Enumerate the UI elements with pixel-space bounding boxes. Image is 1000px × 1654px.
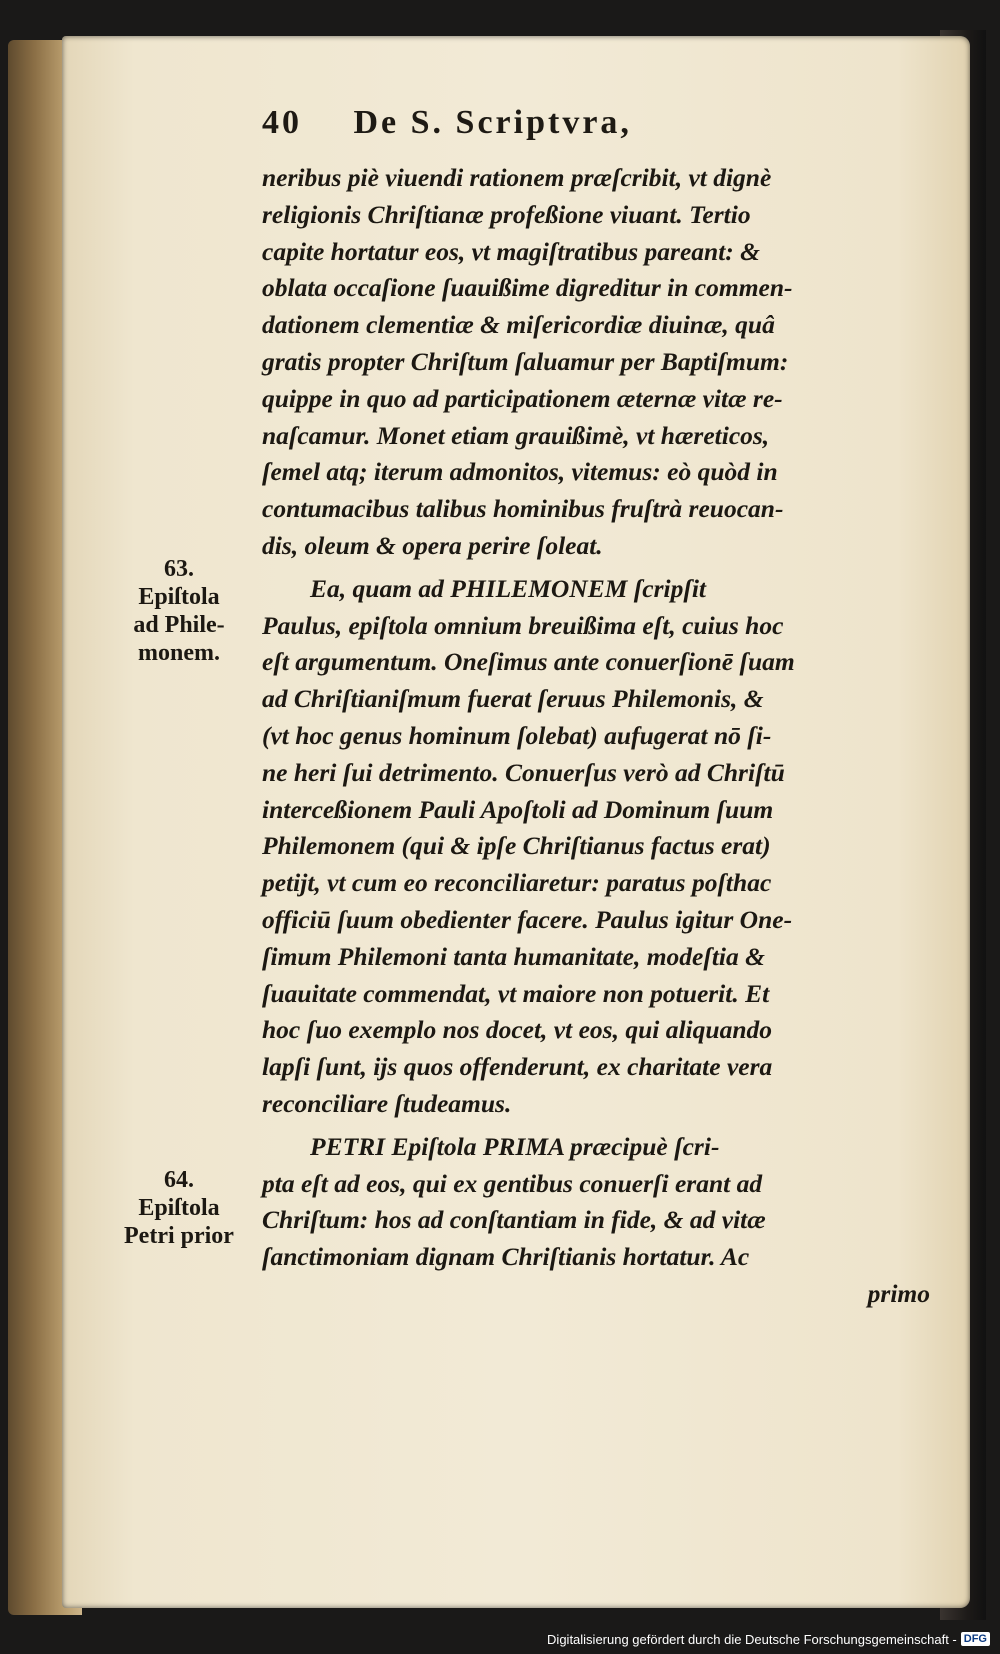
paragraph-2 xyxy=(262,571,930,1123)
running-title: De S. Scriptvra, xyxy=(353,104,632,141)
text-line: hoc ſuo exemplo nos docet, vt eos, qui aliquando xyxy=(262,1015,772,1045)
margin-note-line: Epiſtola xyxy=(138,584,220,610)
text-line: capite hortatur eos, vt magiſtratibus pareant: & xyxy=(262,236,760,266)
text-line: Philemonem (qui & ipſe Chriſtianus factus erat) xyxy=(262,831,771,861)
text-line: Paulus, epiſtola omnium breuißima eſt, cuius hoc xyxy=(262,610,784,640)
text-line: dationem clementiæ & miſericordiæ diuinæ, quâ xyxy=(262,310,775,340)
text-line: ſemel atq; iterum admonitos, vitemus: eò quòd in xyxy=(262,457,778,487)
text-line: ſuauitate commendat, vt maiore non potuerit. Et xyxy=(262,978,770,1008)
margin-note-number: 63. xyxy=(164,556,194,582)
margin-note-line: ad Phile- xyxy=(133,612,225,638)
margin-note-number: 64. xyxy=(164,1167,194,1193)
text-line: (vt hoc genus hominum ſolebat) aufugerat nō ſi- xyxy=(262,720,772,750)
text-line: ſanctimoniam dignam Chriſtianis hortatur. Ac xyxy=(262,1242,750,1272)
text-line: naſcamur. Monet etiam grauißimè, vt hæreticos, xyxy=(262,420,770,450)
text-line: interceßionem Pauli Apoſtoli ad Dominum ſuum xyxy=(262,794,774,824)
margin-note-63 xyxy=(104,555,254,667)
text-line: petijt, vt cum eo reconciliaretur: paratus poſthac xyxy=(262,868,772,898)
paragraph-1 xyxy=(262,160,930,565)
digitization-footer xyxy=(547,1630,990,1648)
body-text xyxy=(262,160,930,1313)
text-line: lapſi ſunt, ijs quos offenderunt, ex charitate vera xyxy=(262,1052,773,1082)
paragraph-3 xyxy=(262,1129,930,1313)
margin-note-line: monem. xyxy=(138,640,220,666)
text-line: Ea, quam ad PHILEMONEM ſcripſit xyxy=(310,573,706,603)
text-line: oblata occaſione ſuauißime digreditur in commen- xyxy=(262,273,793,303)
footer-text: Digitalisierung gefördert durch die Deutsche Forschungsgemeinschaft - xyxy=(547,1631,957,1647)
text-line: eſt argumentum. Oneſimus ante conuerſionē ſuam xyxy=(262,647,795,677)
text-line: dis, oleum & operа perire ſoleat. xyxy=(262,530,603,560)
text-line: ad Chriſtianiſmum fuerat ſeruus Philemonis, & xyxy=(262,684,764,714)
text-line: ſimum Philemoni tanta humanitate, modeſtia & xyxy=(262,941,765,971)
text-line: neribus piè viuendi rationem præſcribit, vt dignè xyxy=(262,163,772,192)
running-header xyxy=(262,104,822,148)
text-line: reconciliare ſtudeamus. xyxy=(262,1088,512,1118)
text-line: PETRI Epiſtola PRIMA præcipuè ſcri- xyxy=(310,1131,720,1161)
text-line: Chriſtum: hos ad conſtantiam in fide, & ad vitæ xyxy=(262,1205,766,1235)
text-line: contumacibus talibus hominibus fruſtrà reuocan- xyxy=(262,494,784,524)
text-line: ne heri ſui detrimento. Conuerſus verò ad Chriſtū xyxy=(262,757,785,787)
margin-note-line: Petri prior xyxy=(124,1223,234,1249)
catchword: primo xyxy=(867,1278,930,1308)
margin-note-64 xyxy=(104,1166,254,1250)
text-line: quippe in quo ad participationem æternæ vitæ re- xyxy=(262,383,783,413)
page-number: 40 xyxy=(262,104,302,141)
text-line: gratis propter Chriſtum ſaluamur per Baptiſmum: xyxy=(262,346,789,376)
text-line: pta eſt ad eos, qui ex gentibus conuerſi erant ad xyxy=(262,1168,763,1198)
margin-note-line: Epiſtola xyxy=(138,1195,220,1221)
text-line: officiū ſuum obedienter facere. Paulus igitur One- xyxy=(262,904,793,934)
dfg-logo-icon: DFG xyxy=(961,1632,990,1646)
text-line: religionis Chriſtianæ profeßione viuant. Tertio xyxy=(262,199,751,229)
